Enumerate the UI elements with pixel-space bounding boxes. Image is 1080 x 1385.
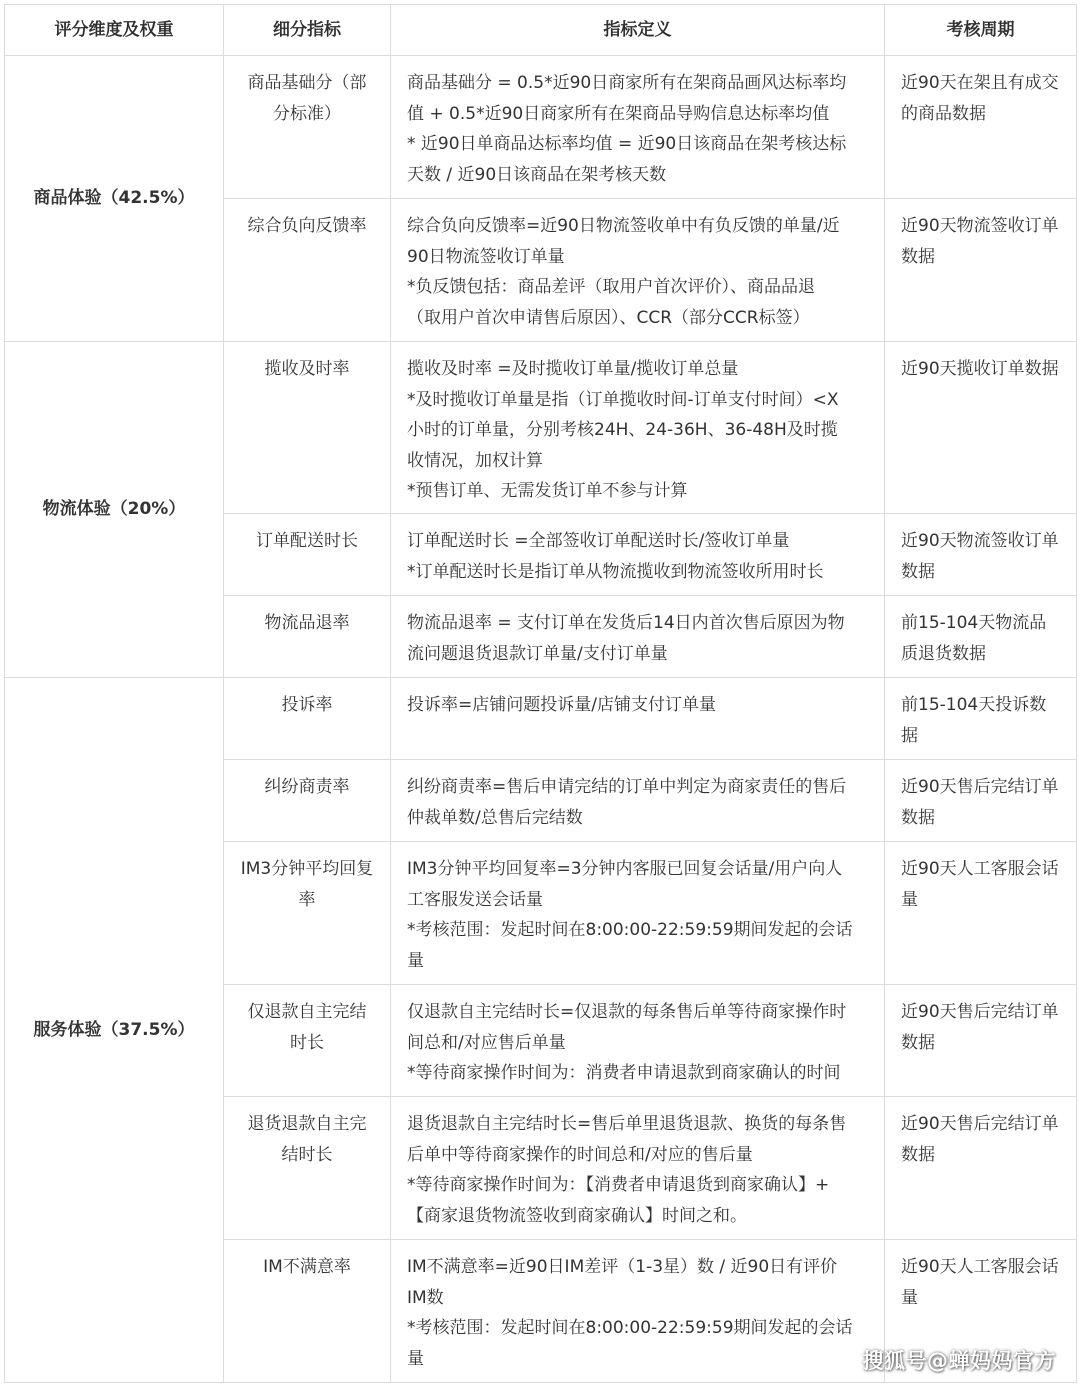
definition-line: 流问题退货退款订单量/支付订单量 — [407, 643, 668, 664]
metric-cell: IM3分钟平均回复率 — [224, 842, 391, 985]
definition-cell — [391, 1240, 885, 1383]
definition-cell — [391, 596, 885, 678]
definition-line: *预售订单、无需发货订单不参与计算 — [407, 481, 688, 501]
definition-line: *等待商家操作时间为：【消费者申请退货到商家确认】+ — [407, 1175, 830, 1195]
definition-line: *等待商家操作时间为：消费者申请退款到商家确认的时间 — [407, 1063, 841, 1083]
table-row — [5, 56, 1077, 199]
definition-cell — [391, 56, 885, 199]
definition-line: IM数 — [407, 1287, 444, 1308]
definition-line: 投诉率=店铺问题投诉量/店铺支付订单量 — [407, 695, 716, 715]
definition-cell — [391, 678, 885, 760]
definition-line: 【商家退货物流签收到商家确认】时间之和。 — [407, 1205, 747, 1226]
definition-line: 天数 / 近90日该商品在架考核天数 — [407, 164, 667, 185]
metric-cell: 揽收及时率 — [224, 342, 391, 514]
definition-line: 物流品退率 = 支付订单在发货后14日内首次售后原因为物 — [407, 613, 845, 633]
metric-cell: 投诉率 — [224, 678, 391, 760]
header-dimension: 评分维度及权重 — [5, 5, 224, 56]
definition-line: 纠纷商责率=售后申请完结的订单中判定为商家责任的售后 — [407, 777, 847, 797]
definition-line: 间总和/对应售后单量 — [407, 1032, 566, 1053]
definition-line: 商品基础分 = 0.5*近90日商家所有在架商品画风达标率均 — [407, 73, 847, 93]
period-cell: 近90天揽收订单数据 — [885, 342, 1077, 514]
definition-line: 仅退款自主完结时长=仅退款的每条售后单等待商家操作时 — [407, 1002, 847, 1022]
definition-line: 后单中等待商家操作的时间总和/对应的售后量 — [407, 1144, 753, 1165]
definition-line: （取用户首次申请售后原因）、CCR（部分CCR标签） — [407, 307, 810, 328]
scoring-table — [4, 4, 1077, 1383]
definition-line: * 近90日单商品达标率均值 = 近90日该商品在架考核达标 — [407, 134, 847, 154]
definition-line: 订单配送时长 =全部签收订单配送时长/签收订单量 — [407, 531, 790, 551]
definition-line: 工客服发送会话量 — [407, 889, 543, 910]
period-cell: 前15-104天物流品质退货数据 — [885, 596, 1077, 678]
metric-cell: 退货退款自主完结时长 — [224, 1097, 391, 1240]
definition-line: *订单配送时长是指订单从物流揽收到物流签收所用时长 — [407, 561, 824, 582]
period-cell: 近90天物流签收订单数据 — [885, 199, 1077, 342]
definition-line: 量 — [407, 950, 424, 971]
definition-line: IM3分钟平均回复率=3分钟内客服已回复会话量/用户向人 — [407, 859, 843, 879]
header-metric: 细分指标 — [224, 5, 391, 56]
metric-cell: IM不满意率 — [224, 1240, 391, 1383]
dimension-cell-logistics-experience: 物流体验（20%） — [5, 342, 224, 678]
metric-cell: 纠纷商责率 — [224, 760, 391, 842]
definition-line: *负反馈包括：商品差评（取用户首次评价）、商品品退 — [407, 277, 815, 297]
period-cell: 近90天售后完结订单数据 — [885, 1097, 1077, 1240]
period-cell: 前15-104天投诉数据 — [885, 678, 1077, 760]
header-definition: 指标定义 — [391, 5, 885, 56]
definition-line: 值 + 0.5*近90日商家所有在架商品导购信息达标率均值 — [407, 103, 830, 124]
metric-cell: 综合负向反馈率 — [224, 199, 391, 342]
definition-cell — [391, 342, 885, 514]
definition-line: IM不满意率=近90日IM差评（1-3星）数 / 近90日有评价 — [407, 1257, 838, 1277]
definition-line: 综合负向反馈率=近90日物流签收单中有负反馈的单量/近 — [407, 216, 840, 236]
definition-line: 仲裁单数/总售后完结数 — [407, 807, 583, 828]
table-body — [5, 56, 1077, 1383]
period-cell: 近90天物流签收订单数据 — [885, 514, 1077, 596]
definition-line: 退货退款自主完结时长=售后单里退货退款、换货的每条售 — [407, 1114, 847, 1134]
dimension-cell-service-experience: 服务体验（37.5%） — [5, 678, 224, 1383]
period-cell: 近90天人工客服会话量 — [885, 1240, 1077, 1383]
definition-line: *考核范围：发起时间在8:00:00-22:59:59期间发起的会话 — [407, 1318, 853, 1338]
period-cell: 近90天售后完结订单数据 — [885, 985, 1077, 1097]
table-row — [5, 678, 1077, 760]
definition-line: *及时揽收订单量是指（订单揽收时间-订单支付时间）<X — [407, 389, 839, 410]
metric-cell: 商品基础分（部分标准） — [224, 56, 391, 199]
metric-cell: 订单配送时长 — [224, 514, 391, 596]
definition-line: *考核范围：发起时间在8:00:00-22:59:59期间发起的会话 — [407, 920, 853, 940]
definition-cell — [391, 760, 885, 842]
header-row — [5, 5, 1077, 56]
metric-cell: 物流品退率 — [224, 596, 391, 678]
period-cell: 近90天售后完结订单数据 — [885, 760, 1077, 842]
definition-cell — [391, 199, 885, 342]
definition-line: 收情况，加权计算 — [407, 450, 543, 471]
definition-line: 揽收及时率 =及时揽收订单量/揽收订单总量 — [407, 359, 739, 379]
definition-cell — [391, 842, 885, 985]
period-cell: 近90天人工客服会话量 — [885, 842, 1077, 985]
header-period: 考核周期 — [885, 5, 1077, 56]
period-cell: 近90天在架且有成交的商品数据 — [885, 56, 1077, 199]
definition-line: 90日物流签收订单量 — [407, 246, 565, 267]
definition-cell — [391, 985, 885, 1097]
watermark: 搜狐号@蝉妈妈官方 — [862, 1349, 1056, 1373]
definition-line: 小时的订单量，分别考核24H、24-36H、36-48H及时揽 — [407, 420, 838, 440]
definition-cell — [391, 1097, 885, 1240]
definition-cell — [391, 514, 885, 596]
metric-cell: 仅退款自主完结时长 — [224, 985, 391, 1097]
table-row — [5, 342, 1077, 514]
dimension-cell-product-experience: 商品体验（42.5%） — [5, 56, 224, 342]
definition-line: 量 — [407, 1348, 424, 1369]
